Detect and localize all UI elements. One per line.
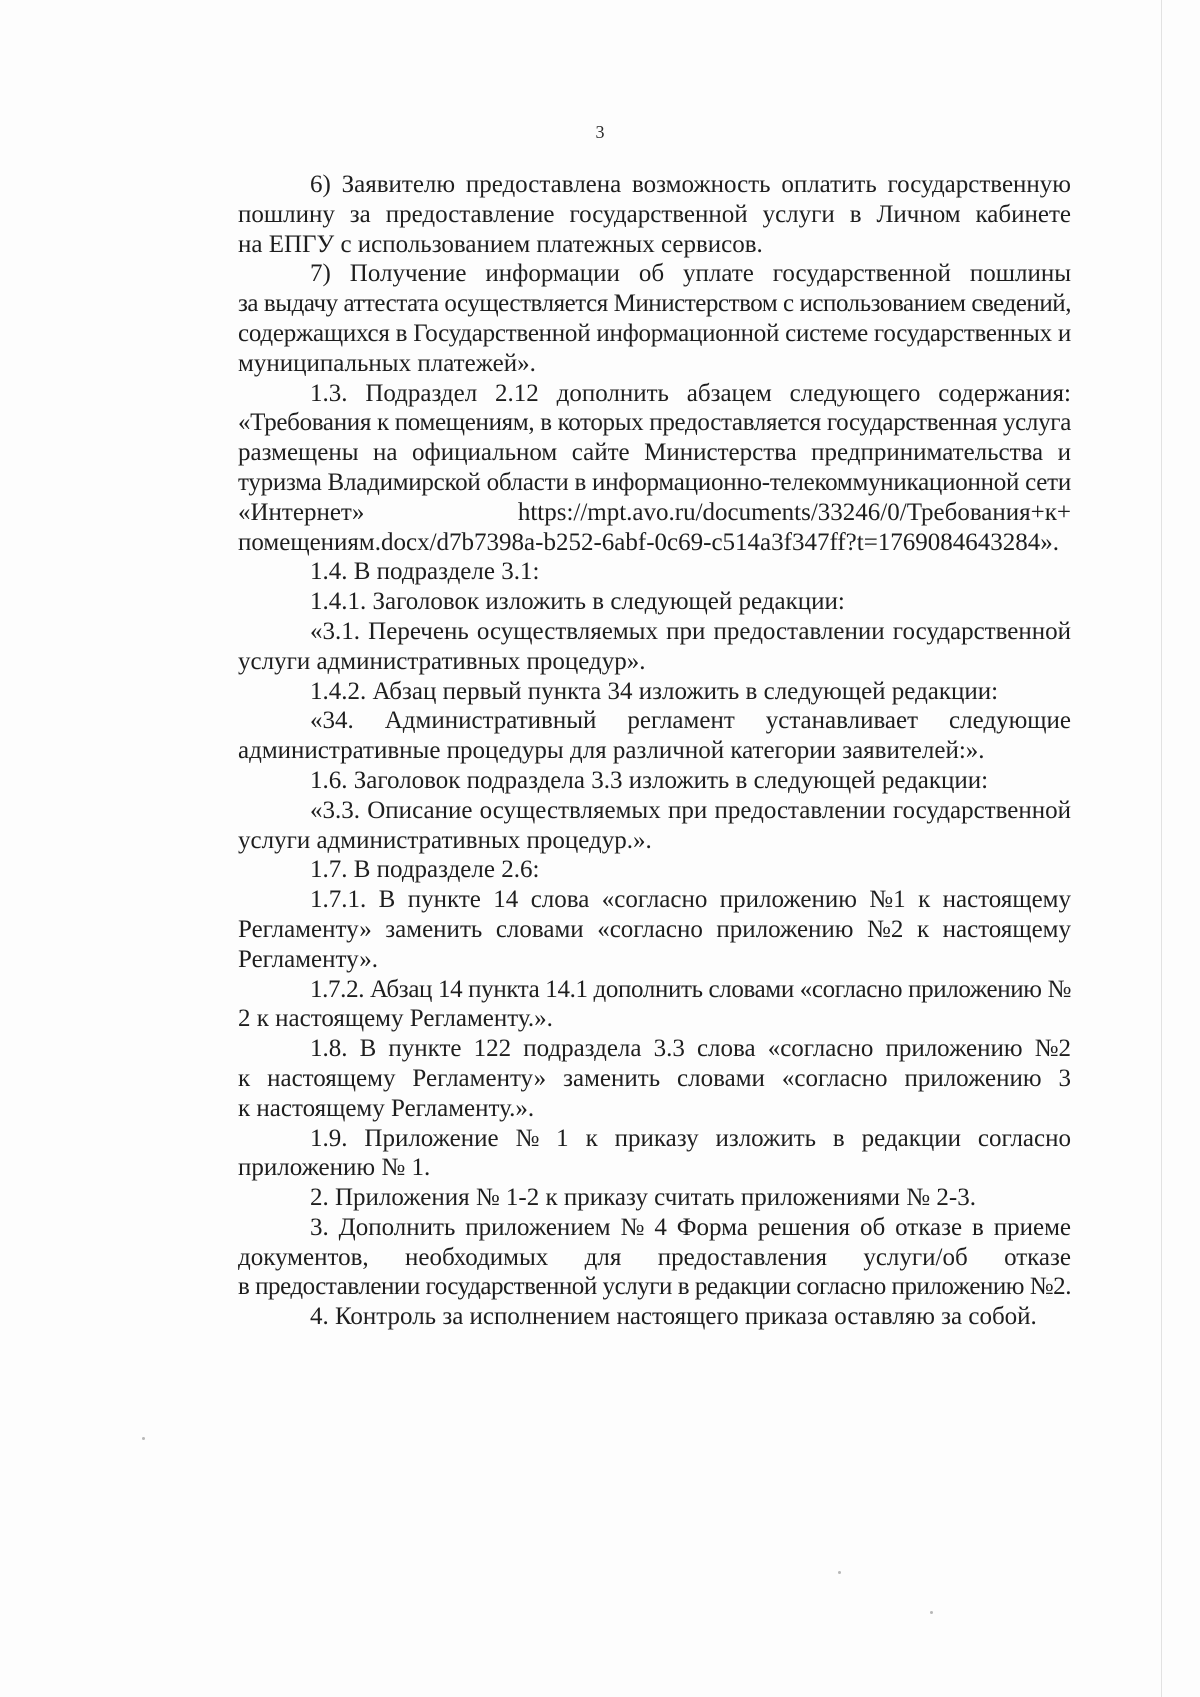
text-line: Регламенту» заменить словами «согласно приложению №2 к настоящему	[238, 915, 1071, 943]
paragraph-quote-34	[166, 706, 1071, 766]
text-line: пошлину за предоставление государственной услуги в Личном кабинете	[238, 200, 1071, 228]
text-line: 1.9. Приложение № 1 к приказу изложить в редакции согласно	[310, 1124, 1071, 1152]
text-line: к настоящему Регламенту» заменить словами «согласно приложению 3	[238, 1064, 1071, 1092]
paragraph-1-7-2	[166, 975, 1071, 1035]
text-line: размещены на официальном сайте Министерства предпринимательства и	[238, 439, 1071, 467]
text-line: туризма Владимирской области в информационно-телекоммуникационной сети	[238, 468, 1071, 496]
scan-speck	[142, 1437, 145, 1440]
paragraph-1-7	[166, 855, 1071, 885]
paragraph-quote-3-1	[166, 617, 1071, 677]
text-line: 1.4. В подразделе 3.1:	[310, 558, 540, 586]
text-line: 1.7.1. В пункте 14 слова «согласно приложению №1 к настоящему	[310, 886, 1071, 914]
scan-speck	[930, 1611, 933, 1614]
paragraph-1-7-1	[166, 885, 1071, 974]
text-line: муниципальных платежей».	[238, 349, 536, 377]
paragraph-1-4-1	[166, 587, 1071, 617]
text-line: в предоставлении государственной услуги в редакции согласно приложению №2.	[238, 1273, 1071, 1301]
paragraph-1-3	[166, 379, 1071, 558]
text-line: 1.6. Заголовок подраздела 3.3 изложить в следующей редакции:	[310, 766, 989, 794]
paragraph-item-7	[166, 259, 1071, 378]
text-line: документов, необходимых для предоставления услуги/об отказе	[238, 1243, 1071, 1271]
paragraph-quote-3-3	[166, 796, 1071, 856]
paragraph-4	[166, 1302, 1071, 1332]
text-line: административные процедуры для различной категории заявителей:».	[238, 737, 985, 765]
text-line: 2 к настоящему Регламенту.».	[238, 1005, 553, 1033]
paragraph-1-8	[166, 1034, 1071, 1123]
paragraph-2	[166, 1183, 1071, 1213]
text-line: на ЕПГУ с использованием платежных сервисов.	[238, 230, 763, 258]
paragraph-1-4-2	[166, 677, 1071, 707]
url-line: помещениям.docx/d7b7398a-b252-6abf-0c69-c514a3f347ff?t=1769084643284».	[238, 528, 1060, 556]
paragraph-1-6	[166, 766, 1071, 796]
text-line: услуги административных процедур».	[238, 647, 646, 675]
paragraph-1-4	[166, 557, 1071, 587]
paragraph-item-6	[166, 170, 1071, 259]
text-line: 7) Получение информации об уплате государственной пошлины	[310, 260, 1071, 288]
text-line: «3.1. Перечень осуществляемых при предоставлении государственной	[310, 617, 1071, 645]
paragraph-1-9	[166, 1124, 1071, 1184]
scan-speck	[838, 1571, 841, 1574]
text-line: 2. Приложения № 1-2 к приказу считать приложениями № 2-3.	[310, 1184, 976, 1212]
text-line: «3.3. Описание осуществляемых при предоставлении государственной	[310, 796, 1071, 824]
text-line: за выдачу аттестата осуществляется Министерством с использованием сведений,	[238, 290, 1071, 318]
text-line: 3. Дополнить приложением № 4 Форма решения об отказе в приеме	[310, 1213, 1071, 1241]
url-line: «Интернет» https://mpt.avo.ru/documents/33246/0/Требования+к+	[238, 498, 1071, 526]
text-line: содержащихся в Государственной информационной системе государственных и	[238, 319, 1071, 347]
text-line: 4. Контроль за исполнением настоящего приказа оставляю за собой.	[310, 1303, 1037, 1331]
text-line: 1.7. В подразделе 2.6:	[310, 856, 540, 884]
text-line: 1.7.2. Абзац 14 пункта 14.1 дополнить словами «согласно приложению №	[310, 975, 1071, 1003]
document-body	[166, 170, 1071, 1332]
page-number: 3	[595, 122, 605, 142]
text-line: «34. Административный регламент устанавливает следующие	[310, 707, 1071, 735]
text-line: 1.4.1. Заголовок изложить в следующей редакции:	[310, 588, 845, 616]
text-line: приложению № 1.	[238, 1154, 431, 1182]
text-line: 6) Заявителю предоставлена возможность оплатить государственную	[310, 171, 1071, 198]
text-line: 1.3. Подраздел 2.12 дополнить абзацем следующего содержания:	[310, 379, 1071, 407]
text-line: к настоящему Регламенту.».	[238, 1094, 535, 1122]
text-line: «Требования к помещениям, в которых предоставляется государственная услуга	[238, 409, 1071, 437]
text-line: услуги административных процедур.».	[238, 826, 652, 854]
scan-edge-line	[1161, 0, 1162, 1697]
text-line: 1.4.2. Абзац первый пункта 34 изложить в следующей редакции:	[310, 677, 999, 705]
text-line: Регламенту».	[238, 945, 378, 973]
paragraph-3	[166, 1213, 1071, 1302]
text-line: 1.8. В пункте 122 подраздела 3.3 слова «согласно приложению №2	[310, 1035, 1071, 1063]
